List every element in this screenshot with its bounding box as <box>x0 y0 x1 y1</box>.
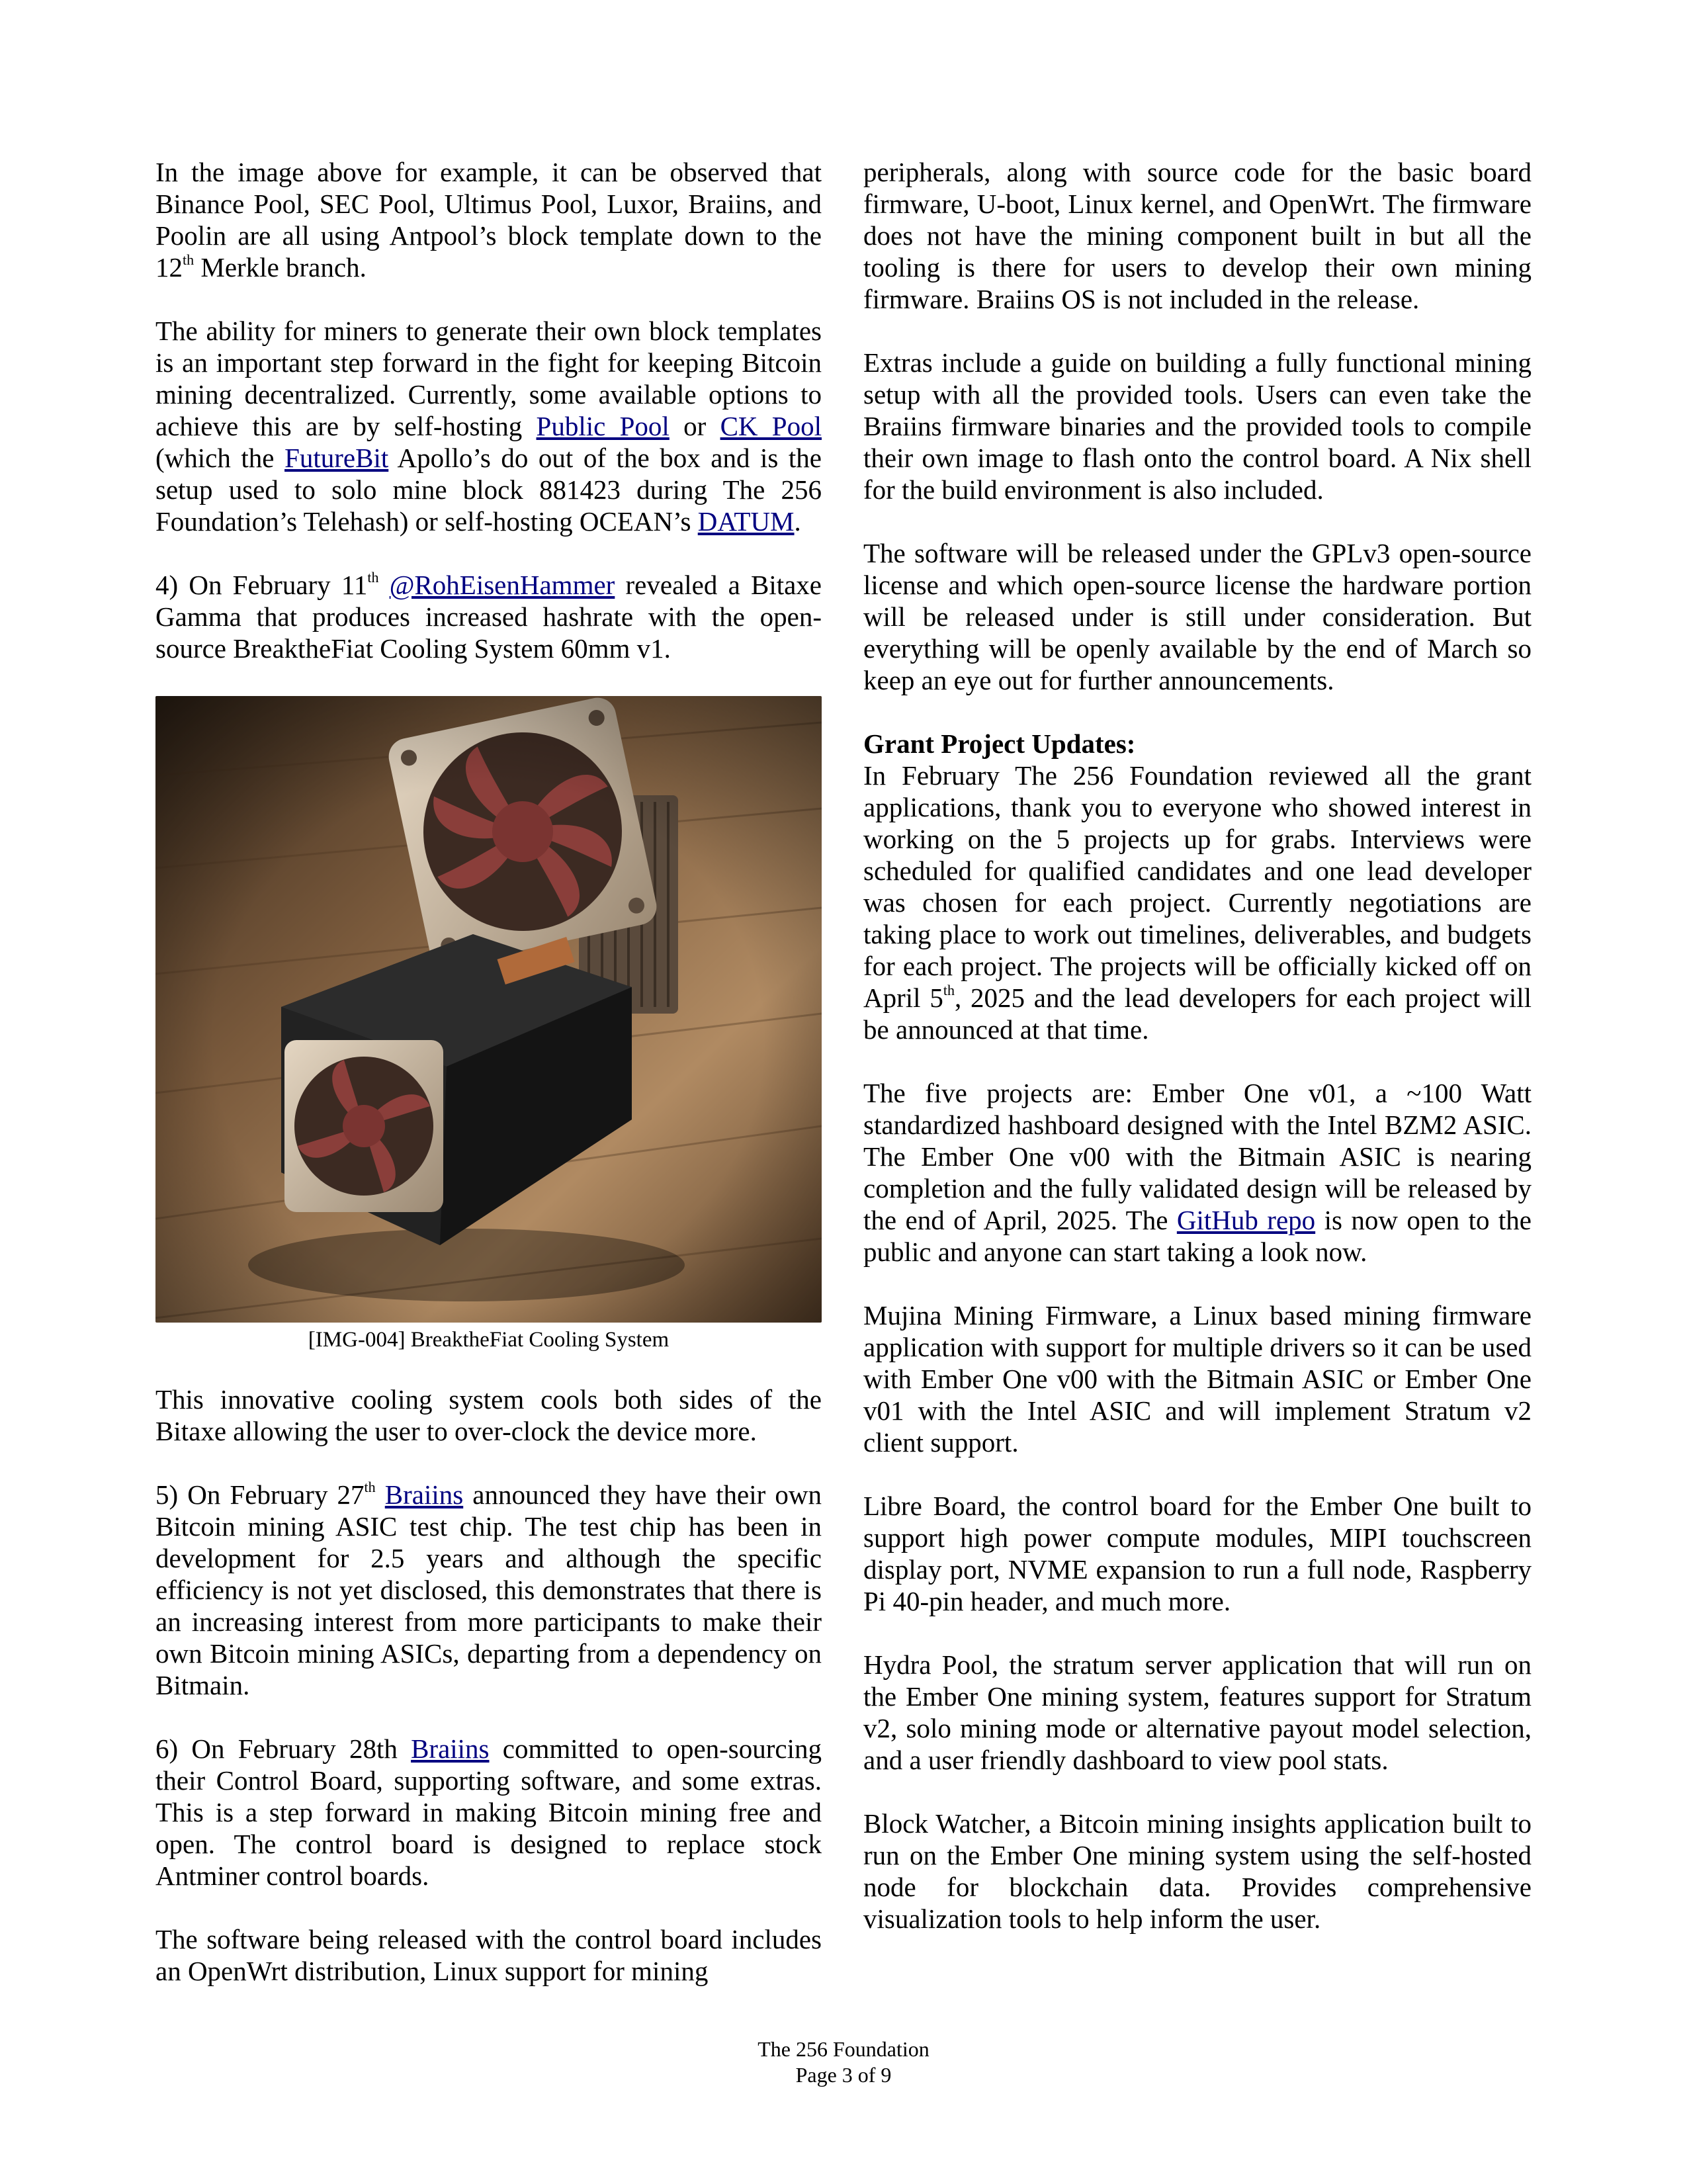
text: 4) On February 11 <box>155 570 368 600</box>
page-footer <box>0 2036 1687 2088</box>
text: (which the <box>155 443 285 473</box>
paragraph-hydra-pool: Hydra Pool, the stratum server application that will run on the Ember One mining system, features support for Stratum v2, solo mining mode or alternative payout model selection, and a user friendly dashboard to view pool stats. <box>863 1649 1532 1775</box>
paragraph-block-templates <box>155 315 822 537</box>
text: is now open to the public and anyone can start taking a look now. <box>863 1205 1532 1267</box>
text: . <box>794 506 801 537</box>
paragraph-extras: Extras include a guide on building a fully functional mining setup with all the provided tools. Users can even take the Braiins firmware binaries and the provided tools to compile their own image to flash onto the control board. A Nix shell for the build environment is also included. <box>863 347 1532 505</box>
paragraph-item-4 <box>155 569 822 664</box>
text <box>378 570 389 600</box>
text: The ability for miners to generate their own block templates is an important step forward in the fight for keeping Bitcoin mining decentralized. Currently, some available options to achieve this are by self-hosting <box>155 316 822 441</box>
text: revealed a Bitaxe Gamma that produces increased hashrate with the open-source BreaktheFiat Cooling System 60mm v1. <box>155 570 822 664</box>
left-column <box>155 156 822 1987</box>
paragraph-grant-review <box>863 760 1532 1045</box>
paragraph-mujina: Mujina Mining Firmware, a Linux based mining firmware application with support for multiple drivers so it can be used with Ember One v00 with the Bitmain ASIC or Ember One v01 with the Intel ASIC and will implement Stratum v2 client support. <box>863 1300 1532 1458</box>
paragraph-item-5 <box>155 1479 822 1701</box>
paragraph-license: The software will be released under the GPLv3 open-source license and which open-source license the hardware portion will be released under is still under consideration. But everything will be openly available by the end of March so keep an eye out for further announcements. <box>863 538 1532 695</box>
braiins-link-2[interactable]: Braiins <box>411 1733 490 1764</box>
paragraph-libre-board: Libre Board, the control board for the Ember One built to support high power compute modules, MIPI touchscreen display port, NVME expansion to run a full node, Raspberry Pi 40-pin header, and much more. <box>863 1491 1532 1616</box>
text: The five projects are: Ember One v01, a ~100 Watt standardized hashboard designed with the Intel BZM2 ASIC. The Ember One v00 with the Bitmain ASIC is nearing completion and the fully validated design will be released by the end of April, 2025. The <box>863 1078 1532 1235</box>
futurebit-link[interactable]: FutureBit <box>284 443 389 473</box>
datum-link[interactable]: DATUM <box>697 506 795 537</box>
text <box>376 1479 385 1510</box>
text: committed to open-sourcing their Control Board, supporting software, and some extras. This is a step forward in making Bitcoin mining free and open. The control board is designed to replace stock Antminer control boards. <box>155 1733 822 1891</box>
paragraph-item-6 <box>155 1733 822 1892</box>
roheisenhammer-link[interactable]: @RohEisenHammer <box>389 570 615 600</box>
text: or <box>669 411 720 441</box>
figure-caption: [IMG-004] BreaktheFiat Cooling System <box>308 1328 670 1352</box>
footer-page-number: Page 3 of 9 <box>795 2063 892 2087</box>
github-repo-link[interactable]: GitHub repo <box>1176 1205 1316 1235</box>
cooling-system-photo <box>155 696 822 1323</box>
text: announced they have their own Bitcoin mining ASIC test chip. The test chip has been in development for 2.5 years and although the specific efficiency is not yet disclosed, this demonstrates that there is an increasing interest from more participants to make their own Bitcoin mining ASICs, departing from a dependency on Bitmain. <box>155 1479 822 1700</box>
superscript: th <box>183 251 195 268</box>
grant-updates-heading: Grant Project Updates: <box>863 728 1136 759</box>
text: 6) On February 28th <box>155 1733 411 1764</box>
paragraph-block-watcher: Block Watcher, a Bitcoin mining insights application built to run on the Ember One mining system using the self-hosted node for blockchain data. Provides comprehensive visualization tools to help inform the user. <box>863 1808 1532 1934</box>
text: 5) On February 27 <box>155 1479 365 1510</box>
text: In the image above for example, it can be observed that Binance Pool, SEC Pool, Ultimus Pool, Luxor, Braiins, and Poolin are all using Antpool’s block template down to the 12 <box>155 157 822 283</box>
footer-org: The 256 Foundation <box>757 2037 930 2061</box>
paragraph-cooling: This innovative cooling system cools both sides of the Bitaxe allowing the user to over-clock the device more. <box>155 1384 822 1446</box>
paragraph-five-projects <box>863 1077 1532 1268</box>
text: In February The 256 Foundation reviewed all the grant applications, thank you to everyone who showed interest in working on the 5 projects up for grabs. Interviews were scheduled for qualified candidates and one lead developer was chosen for each project. Currently negotiations are taking place to work out timelines, deliverables, and budgets for each project. The projects will be officially kicked off on April 5 <box>863 760 1532 1013</box>
right-column <box>863 156 1532 1935</box>
text: Apollo’s do out of the box and is the setup used to solo mine block 881423 during The 256 Foundation’s Telehash) or self-hosting OCEAN’s <box>155 443 822 537</box>
text: Merkle branch. <box>194 252 367 283</box>
superscript: th <box>364 1479 376 1495</box>
ck-pool-link[interactable]: CK Pool <box>720 411 822 441</box>
paragraph-merkle <box>155 156 822 283</box>
text: , 2025 and the lead developers for each project will be announced at that time. <box>863 983 1532 1045</box>
paragraph-software: The software being released with the control board includes an OpenWrt distribution, Linux support for mining <box>155 1924 822 1986</box>
braiins-link[interactable]: Braiins <box>384 1479 464 1510</box>
public-pool-link[interactable]: Public Pool <box>536 411 670 441</box>
superscript: th <box>943 982 955 998</box>
paragraph-peripherals: peripherals, along with source code for the basic board firmware, U-boot, Linux kernel, and OpenWrt. The firmware does not have the mining component built in but all the tooling is there for users to develop their own mining firmware. Braiins OS is not included in the release. <box>863 157 1532 314</box>
superscript: th <box>367 569 379 586</box>
